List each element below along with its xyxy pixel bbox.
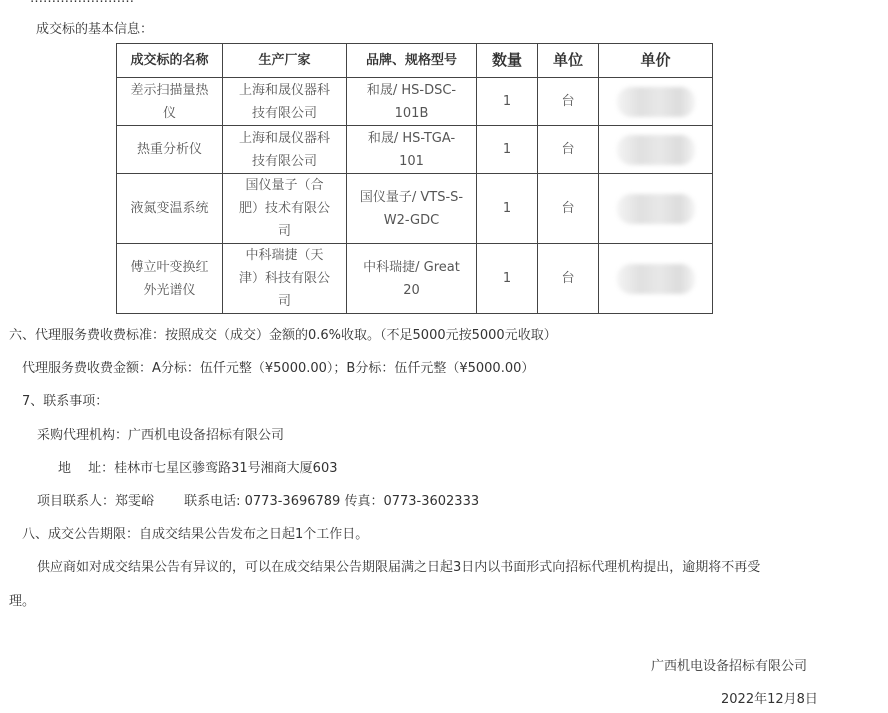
- redacted-price: [617, 87, 695, 117]
- cell-maker: 国仪量子（合 肥）技术有限公 司: [223, 174, 347, 244]
- header-unit: 单位: [538, 44, 599, 78]
- cell-name: 傅立叶变换红 外光谱仪: [117, 244, 223, 314]
- cell-price: [599, 78, 713, 126]
- header-name: 成交标的名称: [117, 44, 223, 78]
- table-header-row: [117, 44, 713, 78]
- cell-model: 和晟/ HS-TGA- 101: [347, 126, 477, 174]
- cell-unit: 台: [538, 78, 599, 126]
- redacted-price: [617, 194, 695, 224]
- cell-model: 国仪量子/ VTS-S- W2-GDC: [347, 174, 477, 244]
- section-label: 成交标的基本信息：: [36, 22, 154, 37]
- cell-model: 和晟/ HS-DSC- 101B: [347, 78, 477, 126]
- award-table: [116, 43, 713, 314]
- redacted-price: [617, 264, 695, 294]
- cell-model: 中科瑞捷/ Great 20: [347, 244, 477, 314]
- cell-quantity: 1: [477, 78, 538, 126]
- cell-price: [599, 174, 713, 244]
- header-maker: 生产厂家: [223, 44, 347, 78]
- cell-name: 热重分析仪: [117, 126, 223, 174]
- table-row: [117, 174, 713, 244]
- signature-org: 广西机电设备招标有限公司: [651, 659, 808, 674]
- objection-line-2: 理。: [9, 594, 36, 609]
- cell-unit: 台: [538, 244, 599, 314]
- fee-amount: 代理服务费收费金额：A分标：伍仟元整（¥5000.00）；B分标：伍仟元整（¥5000.00）: [22, 361, 535, 376]
- fee-standard: 六、代理服务费收费标准：按照成交（成交）金额的0.6%收取。（不足5000元按5000元收取）: [9, 328, 557, 343]
- header-price: 单价: [599, 44, 713, 78]
- cell-name: 差示扫描量热 仪: [117, 78, 223, 126]
- cell-maker: 中科瑞捷（天 津）科技有限公 司: [223, 244, 347, 314]
- redacted-price: [617, 135, 695, 165]
- cell-price: [599, 244, 713, 314]
- address: 地 址：桂林市七星区骖鸾路31号湘商大厦603: [58, 461, 338, 476]
- notice-period: 八、成交公告期限：自成交结果公告发布之日起1个工作日。: [22, 527, 369, 542]
- agency: 采购代理机构：广西机电设备招标有限公司: [37, 428, 285, 443]
- cell-quantity: 1: [477, 174, 538, 244]
- table-row: [117, 126, 713, 174]
- table-row: [117, 78, 713, 126]
- contact-heading: 7、联系事项：: [22, 394, 109, 409]
- cell-price: [599, 126, 713, 174]
- cell-name: 液氮变温系统: [117, 174, 223, 244]
- header-model: 品牌、规格型号: [347, 44, 477, 78]
- header-quantity: 数量: [477, 44, 538, 78]
- contact-person: 项目联系人：郑雯峪 联系电话: 0773-3696789 传真：0773-3602333: [37, 494, 480, 509]
- cell-unit: 台: [538, 174, 599, 244]
- cell-quantity: 1: [477, 244, 538, 314]
- cut-off-previous-line: [30, 0, 134, 6]
- cell-maker: 上海和晟仪器科 技有限公司: [223, 78, 347, 126]
- table-row: [117, 244, 713, 314]
- cell-unit: 台: [538, 126, 599, 174]
- cell-quantity: 1: [477, 126, 538, 174]
- objection-line-1: 供应商如对成交结果公告有异议的，可以在成交结果公告期限届满之日起3日内以书面形式向招标代理机构提出，逾期将不再受: [37, 560, 761, 575]
- cell-maker: 上海和晟仪器科 技有限公司: [223, 126, 347, 174]
- signature-date: 2022年12月8日: [721, 692, 818, 707]
